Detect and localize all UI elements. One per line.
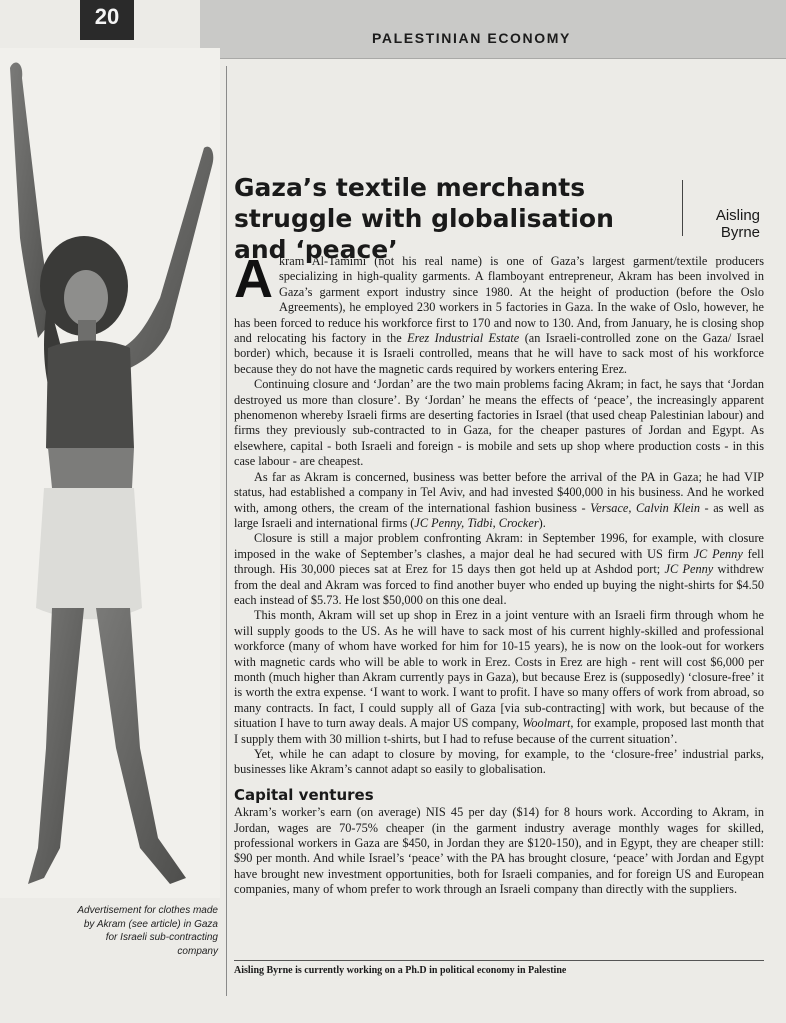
byline-divider xyxy=(682,180,683,236)
p4-text-end: withdrew from the deal and Akram was forced to find another buyer who ended up buying the night-shirts for $4.50 each instead of $5.73. He lost $50,000 on this one deal. xyxy=(234,562,764,607)
p1-text: kram Al-Tamimi (not his real name) is one of Gaza’s largest garment/textile producers specializing in high-quality garments. A flamboyant entrepreneur, Akram has been involved in Gaza’s garment export industry since 1980. At the height of production (before the Oslo Agreements), he employed 230 workers in 5 factories in Gaza. In the wake of Oslo, however, he has been forced to reduce his workforce first to 170 and now to 130. And, from January, he is closing shop and relocating his factory in the xyxy=(234,254,764,346)
p3-italic-1: Versace, Calvin Klein xyxy=(590,500,700,515)
paragraph-3 xyxy=(234,470,764,532)
author-footnote: Aisling Byrne is currently working on a Ph.D in political economy in Palestine xyxy=(234,965,567,976)
p1-text-end: (an Israeli-controlled zone on the Gaza/ Israel border) which, because it is Israeli controlled, means that he will have to sack most of his workforce because they do not have the magnetic cards required by workers entering Erez. xyxy=(234,331,765,376)
paragraph-7: Akram’s worker’s earn (on average) NIS 45 per day ($14) for 8 hours work. According to Akram, in Jordan, wages are 70-75% cheaper (in the garment industry average monthly wages for skilled, professional workers in Gaza are $450, in Jordan they are $120-150), and in Egypt, they are cheaper still: $90 per month. And while Israel’s ‘peace’ with the PA has brought closure, ‘peace’ with Jordan and Egypt have brought new investment opportunities, both for Israeli companies, and for foreign US and European companies, many of whom prefer to work through an Israeli company than directly with the suppliers. xyxy=(234,805,764,897)
p3-text-mid: - as well as large Israeli and international firms ( xyxy=(234,500,764,530)
author-first-name: Aisling xyxy=(715,207,760,224)
p3-text: As far as Akram is concerned, business was better before the arrival of the PA in Gaza; he had VIP status, had established a company in Tel Aviv, and had invested $400,000 in his business. And he worked with, among others, the cream of the international fashion business - xyxy=(234,469,764,515)
photo-caption: Advertisement for clothes made by Akram (see article) in Gaza for Israeli sub-contracting company xyxy=(77,905,218,957)
p3-text-end: ). xyxy=(538,515,546,530)
p4-italic-1: JC Penny xyxy=(693,546,743,561)
footnote-rule xyxy=(234,960,764,961)
advertisement-photo xyxy=(0,48,220,898)
paragraph-4 xyxy=(234,531,764,608)
byline xyxy=(696,207,760,241)
author-last-name: Byrne xyxy=(720,224,760,241)
p4-text-mid: fell through. His 30,000 pieces sat at Erez for 15 days then got held up at Ashdod port; xyxy=(234,546,764,577)
paragraph-1 xyxy=(234,249,765,377)
p4-text: Closure is still a major problem confronting Akram: in September 1996, for example, with closure imposed in the wake of September’s clashes, a major deal he had secured with US firm xyxy=(234,531,764,561)
section-title: PALESTINIAN ECONOMY xyxy=(372,30,571,46)
p5-text-end: , for example, proposed last month that I supply them with 30 million t-shirts, but I had to refuse because of the current situation’. xyxy=(234,716,764,746)
article-headline: Gaza’s textile merchants struggle with globalisation and ‘peace’ xyxy=(234,173,614,264)
p5-italic: Woolmart xyxy=(522,716,571,731)
page-number: 20 xyxy=(94,4,120,29)
paragraph-6: Yet, while he can adapt to closure by moving, for example, to the ‘closure-free’ industrial parks, businesses like Akram’s cannot adapt so easily to globalisation. xyxy=(234,747,764,777)
p3-italic-2: JC Penny, Tidbi, Crocker xyxy=(414,515,539,530)
article-body xyxy=(234,249,765,898)
paragraph-5 xyxy=(234,608,764,747)
drop-cap: A xyxy=(234,249,273,309)
subheading-capital-ventures: Capital ventures xyxy=(234,785,374,804)
p1-italic: Erez Industrial Estate xyxy=(407,331,520,346)
p5-text: This month, Akram will set up shop in Erez in a joint venture with an Israeli firm through whom he will supply goods to the US. As he will have to sack most of his current highly-skilled and professional workforce (many of whom have worked for him for 10-15 years), he is now on the look-out for workers with magnetic cards who will be able to work in Erez. Costs in Erez are high - rent will cost $6,000 per month (much higher than Akram currently pays in Gaza), but because Erez is (supposedly) ‘closure-free’ it is worth the extra expense. ‘I want to work. I want to profit. I have so many offers of work from abroad, so many contracts. In fact, I could supply all of Gaza [via sub-contracting] with work, but because of the situation I have to turn away deals. A major US company, xyxy=(234,608,764,731)
paragraph-2: Continuing closure and ‘Jordan’ are the two main problems facing Akram; in fact, he says that ‘Jordan destroyed us more than closure’. By ‘Jordan’ he means the effects of ‘peace’, the increasingly apparent phenomenon whereby Israeli firms are deserting factories in Israel (that used cheap Palestinian labour) and firms they previously sub-contracted to in Gaza, for the cheaper pastures of Jordan and Egypt. As elsewhere, capital - both Israeli and foreign - is mobile and sets up shop where production costs - in this case labour - are cheapest. xyxy=(234,377,764,469)
p4-italic-2: JC Penny xyxy=(664,562,714,577)
column-divider xyxy=(226,66,227,996)
